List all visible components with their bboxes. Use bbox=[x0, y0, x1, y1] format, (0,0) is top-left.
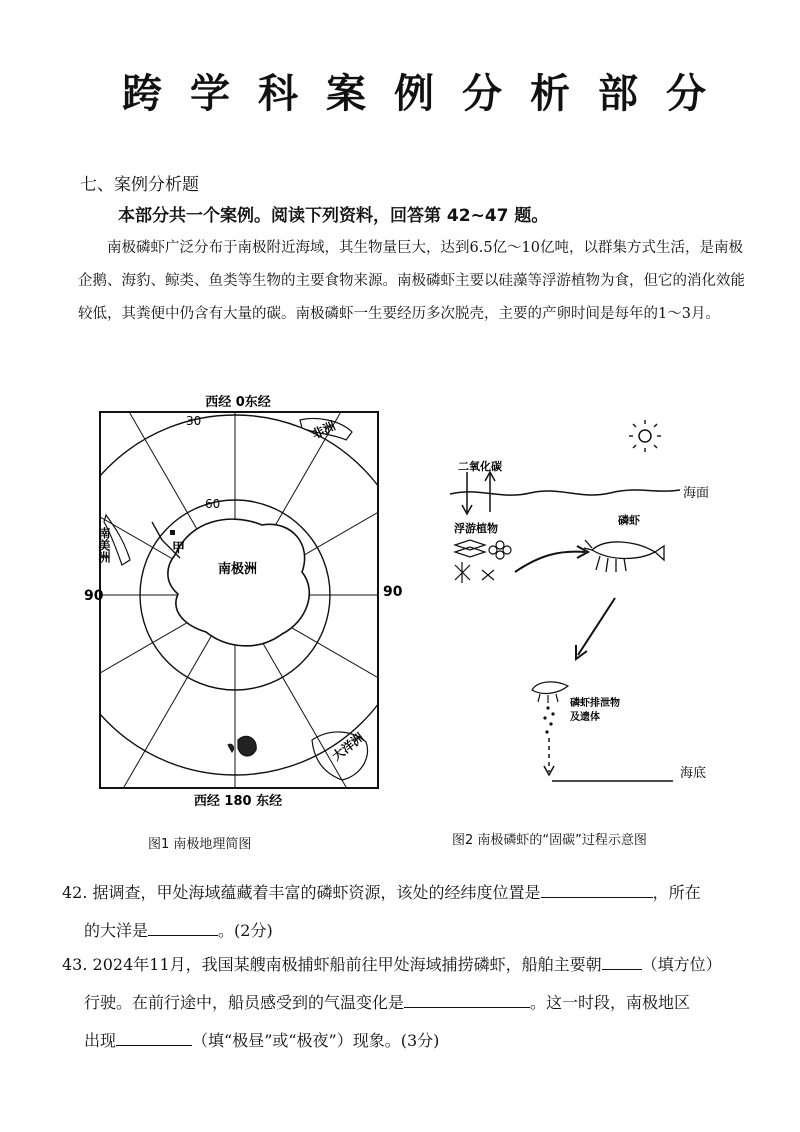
q43-text-1: 2024年11月，我国某艘南极捕虾船前往甲处海域捕捞磷虾，船舶主要朝 bbox=[92, 955, 602, 974]
fig1-antarctica: 南极洲 bbox=[218, 562, 258, 577]
q43-answer-direction[interactable] bbox=[602, 951, 642, 970]
fig2-sea-surface: 海面 bbox=[683, 486, 710, 501]
q43-text-6: （填“极昼”或“极夜”）现象。(3分) bbox=[192, 1031, 440, 1050]
figure2-diagram bbox=[450, 420, 680, 781]
q43-number: 43. bbox=[62, 955, 88, 974]
q43-text-4: 。这一时段，南极地区 bbox=[530, 993, 691, 1012]
q43-text-5: 出现 bbox=[84, 1031, 117, 1050]
fig2-remains: 及遗体 bbox=[570, 712, 600, 723]
q42-text-1: 据调查，甲处海域蕴藏着丰富的磷虾资源，该处的经纬度位置是 bbox=[92, 883, 541, 902]
section-intro: 本部分共一个案例。阅读下列资料，回答第 42~47 题。 bbox=[118, 206, 549, 226]
fig1-right-90: 90 bbox=[383, 584, 403, 600]
fig2-co2: 二氧化碳 bbox=[458, 460, 502, 473]
fig1-point-jia: 甲 bbox=[172, 541, 186, 556]
fig1-oceania: 大洋洲 bbox=[329, 730, 367, 764]
sun-icon bbox=[639, 430, 651, 442]
figure1-map bbox=[0, 380, 530, 850]
q42-answer-location[interactable] bbox=[541, 879, 653, 898]
q42-text-2: ，所在 bbox=[652, 883, 701, 902]
fig2-krill: 磷虾 bbox=[618, 514, 640, 527]
figure1-caption: 图1 南极地理简图 bbox=[148, 837, 252, 852]
q43-answer-temperature[interactable] bbox=[404, 989, 530, 1008]
q42-number: 42. bbox=[62, 883, 88, 902]
q42-text-3: 的大洋是 bbox=[84, 921, 149, 940]
section-heading: 七、案例分析题 bbox=[80, 175, 199, 195]
question-42 bbox=[62, 874, 762, 950]
q43-text-2: （填方位） bbox=[641, 955, 722, 974]
fig2-phytoplankton: 浮游植物 bbox=[454, 522, 498, 535]
page-title: 跨学科案例分析部分 bbox=[122, 71, 734, 117]
fig1-left-90: 90 bbox=[84, 588, 104, 604]
figure2-caption: 图2 南极磷虾的“固碳”过程示意图 bbox=[452, 833, 647, 848]
q43-text-3: 行驶。在前行途中，船员感受到的气温变化是 bbox=[84, 993, 405, 1012]
figures bbox=[0, 380, 800, 850]
fig2-excreta: 磷虾排泄物 bbox=[570, 698, 620, 709]
fig1-south-america: 南美洲 bbox=[97, 527, 111, 563]
fig1-bottom-label: 西经 180 东经 bbox=[193, 794, 283, 809]
q42-text-4: 。(2分) bbox=[218, 921, 273, 940]
fig1-lat60: 60 bbox=[205, 497, 221, 511]
case-paragraph: 南极磷虾广泛分布于南极附近海域，其生物量巨大，达到6.5亿～10亿吨，以群集方式生活，是南极企鹅、海豹、鲸类、鱼类等生物的主要食物来源。南极磷虾主要以硅藻等浮游植物为食，但它的消化效能较低，其粪便中仍含有大量的碳。南极磷虾一生要经历多次脱壳，主要的产卵时间是每年的1～3月。 bbox=[78, 240, 745, 322]
q42-answer-ocean[interactable] bbox=[148, 917, 218, 936]
question-43 bbox=[62, 946, 762, 1060]
fig1-africa: 非洲 bbox=[309, 418, 338, 442]
fig1-top-label: 西经 0东经 bbox=[205, 395, 271, 410]
fig2-sea-floor: 海底 bbox=[680, 766, 707, 781]
fig1-lat30: 30 bbox=[186, 414, 202, 428]
q43-answer-polar[interactable] bbox=[116, 1027, 192, 1046]
